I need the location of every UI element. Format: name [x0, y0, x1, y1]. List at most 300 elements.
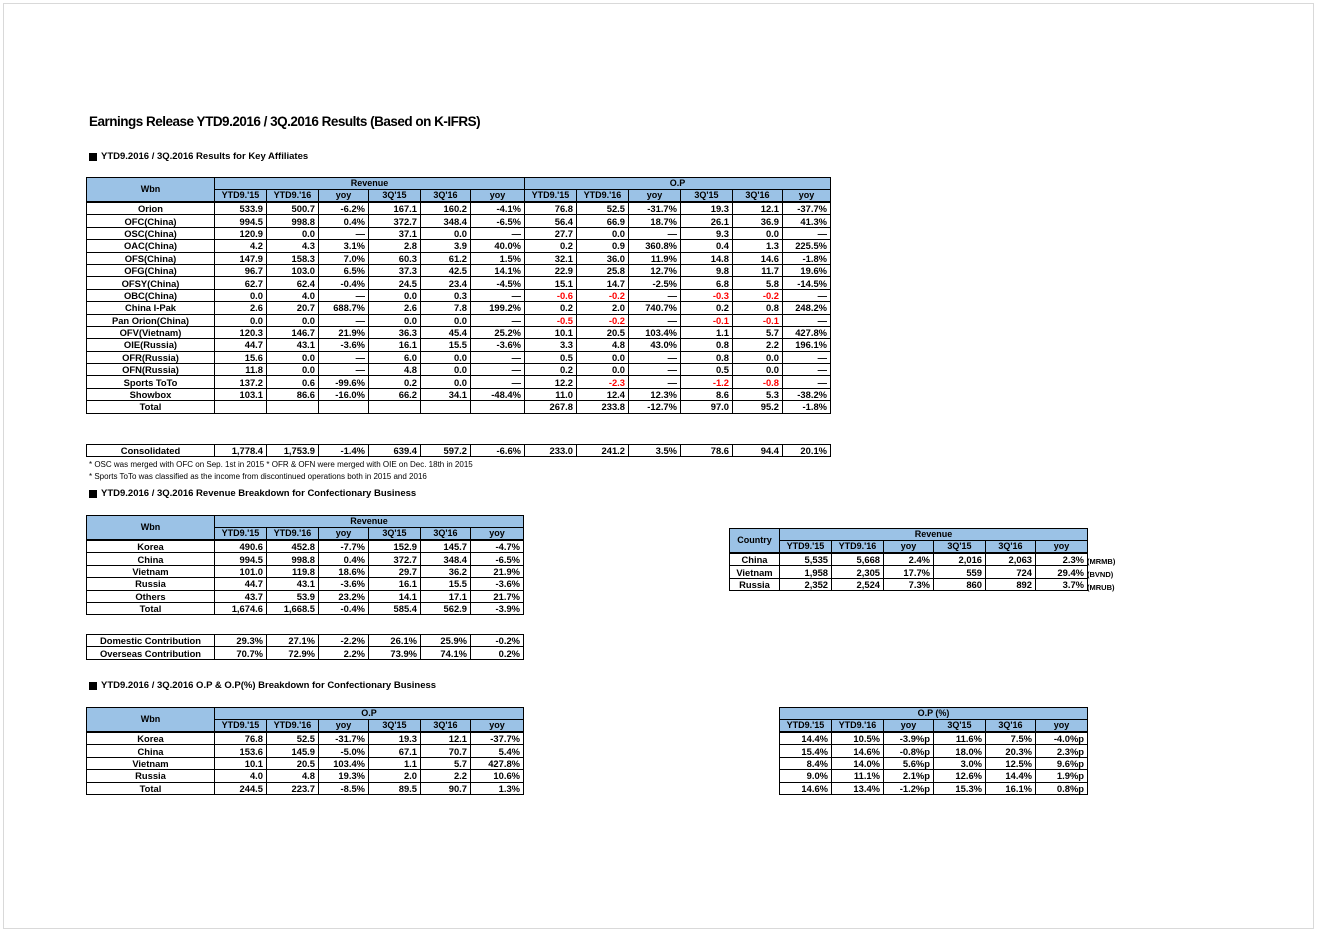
row-label: Overseas Contribution: [87, 647, 215, 659]
table-cell: 36.3: [369, 326, 421, 338]
table-cell: -6.6%: [471, 445, 525, 457]
table-cell: 73.9%: [369, 647, 421, 659]
table-cell: 2,016: [934, 553, 986, 566]
table-cell: 61.2: [421, 252, 471, 264]
table-cell: 145.7: [421, 540, 471, 553]
column-header: 3Q'15: [681, 190, 733, 203]
table-cell: 43.1: [267, 578, 319, 590]
table-cell: 2.6: [369, 302, 421, 314]
table-cell: 223.7: [267, 782, 319, 794]
row-label: Pan Orion(China): [87, 314, 215, 326]
table-corner-label: Wbn: [87, 178, 215, 203]
table-cell: 0.0: [733, 227, 783, 239]
table-cell: —: [471, 376, 525, 388]
table-cell: 103.0: [267, 264, 319, 276]
table-cell: 36.0: [577, 252, 629, 264]
table-cell: 11.1%: [832, 770, 884, 782]
row-label: OFV(Vietnam): [87, 326, 215, 338]
table-cell: 9.8: [681, 264, 733, 276]
table-cell: 0.2: [525, 364, 577, 376]
table-cell: 12.2: [525, 376, 577, 388]
table-cell: 167.1: [369, 202, 421, 215]
table-cell: 452.8: [267, 540, 319, 553]
table-row: [87, 388, 831, 400]
table-cell: -3.9%: [471, 602, 524, 614]
table-cell: —: [783, 314, 831, 326]
table-cell: -0.5: [525, 314, 577, 326]
table-cell: -1.4%: [319, 445, 369, 457]
table-cell: -4.7%: [471, 540, 524, 553]
table-cell: 29.3%: [215, 635, 267, 647]
table-cell: 998.8: [267, 553, 319, 565]
table-cell: 2.3%: [1036, 553, 1088, 566]
table-cell: 44.7: [215, 339, 267, 351]
table-cell: 42.5: [421, 264, 471, 276]
table-cell: 21.9%: [319, 326, 369, 338]
table-cell: 37.1: [369, 227, 421, 239]
table-cell: 12.4: [577, 388, 629, 400]
table-cell: 36.9: [733, 215, 783, 227]
group-header-revenue: Revenue: [780, 529, 1088, 541]
table-cell: -16.0%: [319, 388, 369, 400]
table-cell: -6.5%: [471, 215, 525, 227]
table-cell: 0.4: [681, 240, 733, 252]
bullet-square-icon: [89, 153, 97, 161]
unit-label: (BVND): [1087, 570, 1114, 579]
table-cell: 248.2%: [783, 302, 831, 314]
table-row: [780, 745, 1088, 757]
table-cell: 14.6: [733, 252, 783, 264]
table-cell: 29.7: [369, 565, 421, 577]
table-cell: 2,063: [986, 553, 1036, 566]
table-cell: —: [319, 351, 369, 363]
table-cell: 11.9%: [629, 252, 681, 264]
table-cell: 66.2: [369, 388, 421, 400]
row-label: Total: [87, 401, 215, 413]
row-label: OIE(Russia): [87, 339, 215, 351]
table-cell: -1.2%p: [884, 782, 934, 794]
table-cell: 44.7: [215, 578, 267, 590]
table-cell: 41.3%: [783, 215, 831, 227]
table-cell: 1,674.6: [215, 602, 267, 614]
table-cell: 2,305: [832, 566, 884, 578]
table-cell: -3.9%p: [884, 732, 934, 745]
contribution-row: [87, 647, 524, 659]
table-cell: 20.1%: [783, 445, 831, 457]
table-corner-label: Wbn: [87, 516, 215, 541]
table-cell: -0.1: [733, 314, 783, 326]
table-cell: 3.5%: [629, 445, 681, 457]
table-cell: 5.8: [733, 277, 783, 289]
table-cell: 1,778.4: [215, 445, 267, 457]
table-cell: 22.9: [525, 264, 577, 276]
column-header: yoy: [884, 720, 934, 733]
table-cell: 14.4%: [986, 770, 1036, 782]
table-cell: 225.5%: [783, 240, 831, 252]
table-cell: 16.1: [369, 578, 421, 590]
column-header: yoy: [1036, 541, 1088, 554]
table-cell: -1.8%: [783, 401, 831, 413]
group-header-op-percent: O.P (%): [780, 708, 1088, 720]
table-cell: 90.7: [421, 782, 471, 794]
table-cell: 0.0: [267, 227, 319, 239]
table-cell: -48.4%: [471, 388, 525, 400]
row-label: Total: [87, 782, 215, 794]
contribution-row: [87, 635, 524, 647]
table-cell: 11.6%: [934, 732, 986, 745]
section-heading-key-affiliates: [89, 151, 308, 162]
column-header: yoy: [1036, 720, 1088, 733]
table-cell: 14.0%: [832, 757, 884, 769]
table-cell: 14.6%: [780, 782, 832, 794]
footnote-merger: * OSC was merged with OFC on Sep. 1st in 2015 * OFR & OFN were merged with OIE on Dec. 18th in 2015: [89, 460, 473, 469]
table-cell: 43.0%: [629, 339, 681, 351]
table-cell: -8.5%: [319, 782, 369, 794]
table-cell: [267, 401, 319, 413]
table-cell: 32.1: [525, 252, 577, 264]
table-cell: 994.5: [215, 553, 267, 565]
table-cell: 146.7: [267, 326, 319, 338]
table-corner-label: Country: [730, 529, 780, 554]
table-cell: 4.0: [267, 289, 319, 301]
table-cell: 10.6%: [471, 770, 524, 782]
table-cell: -0.1: [681, 314, 733, 326]
table-cell: 26.1%: [369, 635, 421, 647]
table-cell: 14.7: [577, 277, 629, 289]
table-cell: 1.1: [681, 326, 733, 338]
table-cell: 5,668: [832, 553, 884, 566]
column-header: YTD9.'15: [215, 528, 267, 541]
table-cell: 5.6%p: [884, 757, 934, 769]
column-header: yoy: [319, 528, 369, 541]
table-cell: 12.6%: [934, 770, 986, 782]
table-cell: -2.2%: [319, 635, 369, 647]
table-cell: 29.4%: [1036, 566, 1088, 578]
table-cell: 15.1: [525, 277, 577, 289]
table-cell: 5.3: [733, 388, 783, 400]
table-cell: 145.9: [267, 745, 319, 757]
table-cell: —: [783, 227, 831, 239]
table-cell: —: [319, 364, 369, 376]
row-label: OSC(China): [87, 227, 215, 239]
table-row: [780, 732, 1088, 745]
table-cell: 2.2%: [319, 647, 369, 659]
table-cell: -3.6%: [319, 339, 369, 351]
column-header: yoy: [471, 528, 524, 541]
table-cell: 427.8%: [783, 326, 831, 338]
table-cell: 0.9: [577, 240, 629, 252]
table-cell: 43.1: [267, 339, 319, 351]
table-cell: 20.7: [267, 302, 319, 314]
table-cell: 147.9: [215, 252, 267, 264]
table-cell: 9.3: [681, 227, 733, 239]
table-cell: 998.8: [267, 215, 319, 227]
table-cell: —: [629, 351, 681, 363]
table-cell: 244.5: [215, 782, 267, 794]
table-cell: -12.7%: [629, 401, 681, 413]
table-cell: -0.4%: [319, 277, 369, 289]
table-cell: -0.2%: [471, 635, 524, 647]
table-row: [87, 553, 524, 565]
table-cell: 160.2: [421, 202, 471, 215]
table-cell: 101.0: [215, 565, 267, 577]
column-header: 3Q'16: [986, 720, 1036, 733]
table-cell: 36.2: [421, 565, 471, 577]
table-cell: -3.6%: [471, 578, 524, 590]
table-cell: 500.7: [267, 202, 319, 215]
table-row: [730, 553, 1088, 566]
table-cell: 0.8: [733, 302, 783, 314]
column-header: YTD9.'16: [577, 190, 629, 203]
row-label: Orion: [87, 202, 215, 215]
table-row: [87, 745, 524, 757]
table-cell: 78.6: [681, 445, 733, 457]
table-cell: 0.0: [421, 364, 471, 376]
group-header-op: O.P: [525, 178, 831, 190]
table-cell: —: [319, 289, 369, 301]
table-row: [87, 364, 831, 376]
table-cell: 2,524: [832, 578, 884, 590]
table-cell: 0.2: [525, 302, 577, 314]
table-cell: 7.5%: [986, 732, 1036, 745]
table-cell: —: [471, 351, 525, 363]
row-label: Others: [87, 590, 215, 602]
column-header: yoy: [471, 190, 525, 203]
table-cell: 2.0: [369, 770, 421, 782]
table-cell: —: [629, 289, 681, 301]
column-header: yoy: [629, 190, 681, 203]
section-title: YTD9.2016 / 3Q.2016 Results for Key Affiliates: [101, 151, 309, 162]
table-cell: 23.2%: [319, 590, 369, 602]
column-header: YTD9.'15: [780, 720, 832, 733]
column-header: 3Q'15: [934, 541, 986, 554]
row-label: Sports ToTo: [87, 376, 215, 388]
table-cell: 25.9%: [421, 635, 471, 647]
table-cell: -31.7%: [629, 202, 681, 215]
table-cell: 15.6: [215, 351, 267, 363]
table-cell: -7.7%: [319, 540, 369, 553]
table-cell: [319, 401, 369, 413]
table-cell: 7.0%: [319, 252, 369, 264]
table-cell: —: [471, 314, 525, 326]
table-row: [780, 782, 1088, 794]
table-cell: -2.3: [577, 376, 629, 388]
table-cell: 76.8: [525, 202, 577, 215]
table-row: [780, 770, 1088, 782]
column-header: yoy: [783, 190, 831, 203]
table-row: [87, 565, 524, 577]
table-cell: 3.7%: [1036, 578, 1088, 590]
table-cell: 1.3: [733, 240, 783, 252]
table-cell: 7.3%: [884, 578, 934, 590]
table-cell: 19.3%: [319, 770, 369, 782]
table-cell: -38.2%: [783, 388, 831, 400]
table-cell: 0.4%: [319, 553, 369, 565]
table-cell: —: [629, 314, 681, 326]
table-cell: 0.5: [525, 351, 577, 363]
table-cell: 360.8%: [629, 240, 681, 252]
table-cell: 19.3: [681, 202, 733, 215]
table-cell: 153.6: [215, 745, 267, 757]
row-label: OFSY(China): [87, 277, 215, 289]
table-cell: 2.6: [215, 302, 267, 314]
table-cell: 0.5: [681, 364, 733, 376]
table-cell: 562.9: [421, 602, 471, 614]
table-cell: 18.6%: [319, 565, 369, 577]
table-row: [87, 782, 524, 794]
table-cell: 15.4%: [780, 745, 832, 757]
table-cell: -4.0%p: [1036, 732, 1088, 745]
table-cell: -0.2: [733, 289, 783, 301]
row-label: Domestic Contribution: [87, 635, 215, 647]
table-cell: 86.6: [267, 388, 319, 400]
table-cell: 72.9%: [267, 647, 319, 659]
table-cell: -31.7%: [319, 732, 369, 745]
table-cell: 1.5%: [471, 252, 525, 264]
table-row: [87, 578, 524, 590]
table-cell: 3.9: [421, 240, 471, 252]
consolidated-row: [87, 445, 831, 457]
row-label: Russia: [87, 770, 215, 782]
table-cell: 0.0: [267, 314, 319, 326]
table-cell: 4.3: [267, 240, 319, 252]
unit-label: (MRMB): [1087, 557, 1116, 566]
table-row: [87, 215, 831, 227]
table-cell: 120.9: [215, 227, 267, 239]
table-cell: [215, 401, 267, 413]
contribution-table: [86, 634, 524, 660]
table-cell: 95.2: [733, 401, 783, 413]
table-cell: —: [629, 376, 681, 388]
table-cell: -0.3: [681, 289, 733, 301]
table-cell: 0.2: [681, 302, 733, 314]
section-title: YTD9.2016 / 3Q.2016 Revenue Breakdown for Confectionary Business: [101, 488, 417, 499]
table-cell: 21.9%: [471, 565, 524, 577]
table-cell: 5.7: [421, 757, 471, 769]
table-cell: 52.5: [577, 202, 629, 215]
table-cell: -5.0%: [319, 745, 369, 757]
table-cell: 21.7%: [471, 590, 524, 602]
table-cell: 37.3: [369, 264, 421, 276]
table-cell: -0.2: [577, 289, 629, 301]
table-cell: 1.3%: [471, 782, 524, 794]
table-cell: -0.4%: [319, 602, 369, 614]
column-header: 3Q'16: [986, 541, 1036, 554]
unit-label: (MRUB): [1087, 583, 1115, 592]
table-row: [87, 289, 831, 301]
table-cell: 97.0: [681, 401, 733, 413]
table-cell: 15.5: [421, 339, 471, 351]
table-cell: 62.7: [215, 277, 267, 289]
table-cell: 2,352: [780, 578, 832, 590]
table-cell: 12.1: [421, 732, 471, 745]
column-header: 3Q'15: [934, 720, 986, 733]
table-cell: 14.1: [369, 590, 421, 602]
section-heading-revenue-breakdown: [89, 488, 416, 499]
table-cell: 17.1: [421, 590, 471, 602]
table-cell: 559: [934, 566, 986, 578]
table-cell: 24.5: [369, 277, 421, 289]
local-currency-revenue-table: [729, 528, 1088, 591]
table-cell: 12.5%: [986, 757, 1036, 769]
table-cell: 25.2%: [471, 326, 525, 338]
column-header: 3Q'15: [369, 190, 421, 203]
table-cell: 19.3: [369, 732, 421, 745]
row-label: Russia: [87, 578, 215, 590]
table-cell: 45.4: [421, 326, 471, 338]
table-cell: 10.1: [215, 757, 267, 769]
table-cell: 0.0: [577, 364, 629, 376]
table-cell: 4.8: [267, 770, 319, 782]
table-cell: 372.7: [369, 215, 421, 227]
table-cell: 14.4%: [780, 732, 832, 745]
table-cell: -0.8: [733, 376, 783, 388]
table-cell: 52.5: [267, 732, 319, 745]
table-cell: 9.6%p: [1036, 757, 1088, 769]
table-cell: —: [319, 227, 369, 239]
table-cell: 3.0%: [934, 757, 986, 769]
table-cell: 66.9: [577, 215, 629, 227]
column-header: yoy: [471, 720, 524, 733]
table-row: [87, 277, 831, 289]
table-row: [87, 401, 831, 413]
table-cell: 23.4: [421, 277, 471, 289]
column-header: YTD9.'15: [215, 190, 267, 203]
row-label: OFR(Russia): [87, 351, 215, 363]
table-cell: -37.7%: [471, 732, 524, 745]
table-cell: -4.1%: [471, 202, 525, 215]
table-cell: 60.3: [369, 252, 421, 264]
table-cell: 120.3: [215, 326, 267, 338]
table-cell: -0.8%p: [884, 745, 934, 757]
table-row: [87, 339, 831, 351]
table-cell: 4.2: [215, 240, 267, 252]
table-cell: 348.4: [421, 215, 471, 227]
row-label: China: [87, 553, 215, 565]
table-row: [87, 376, 831, 388]
table-cell: -3.6%: [319, 578, 369, 590]
table-cell: 427.8%: [471, 757, 524, 769]
table-cell: 0.0: [215, 314, 267, 326]
table-cell: 892: [986, 578, 1036, 590]
table-cell: 12.3%: [629, 388, 681, 400]
bullet-square-icon: [89, 682, 97, 690]
table-cell: 18.0%: [934, 745, 986, 757]
table-cell: -99.6%: [319, 376, 369, 388]
op-margin-table: [779, 707, 1088, 795]
table-cell: 53.9: [267, 590, 319, 602]
table-cell: 2.4%: [884, 553, 934, 566]
table-cell: 267.8: [525, 401, 577, 413]
table-cell: 490.6: [215, 540, 267, 553]
table-row: [87, 314, 831, 326]
table-cell: 1,753.9: [267, 445, 319, 457]
table-cell: 10.1: [525, 326, 577, 338]
table-cell: 1,958: [780, 566, 832, 578]
table-cell: 0.4%: [319, 215, 369, 227]
table-cell: 27.1%: [267, 635, 319, 647]
table-cell: [421, 401, 471, 413]
table-cell: —: [629, 227, 681, 239]
table-cell: 1,668.5: [267, 602, 319, 614]
row-label: Vietnam: [87, 757, 215, 769]
table-cell: 994.5: [215, 215, 267, 227]
table-cell: -3.6%: [471, 339, 525, 351]
footnote-sports-toto: * Sports ToTo was classified as the income from discontinued operations both in 2015 and 2016: [89, 472, 427, 481]
table-cell: 533.9: [215, 202, 267, 215]
table-cell: 70.7%: [215, 647, 267, 659]
table-cell: 103.4%: [319, 757, 369, 769]
